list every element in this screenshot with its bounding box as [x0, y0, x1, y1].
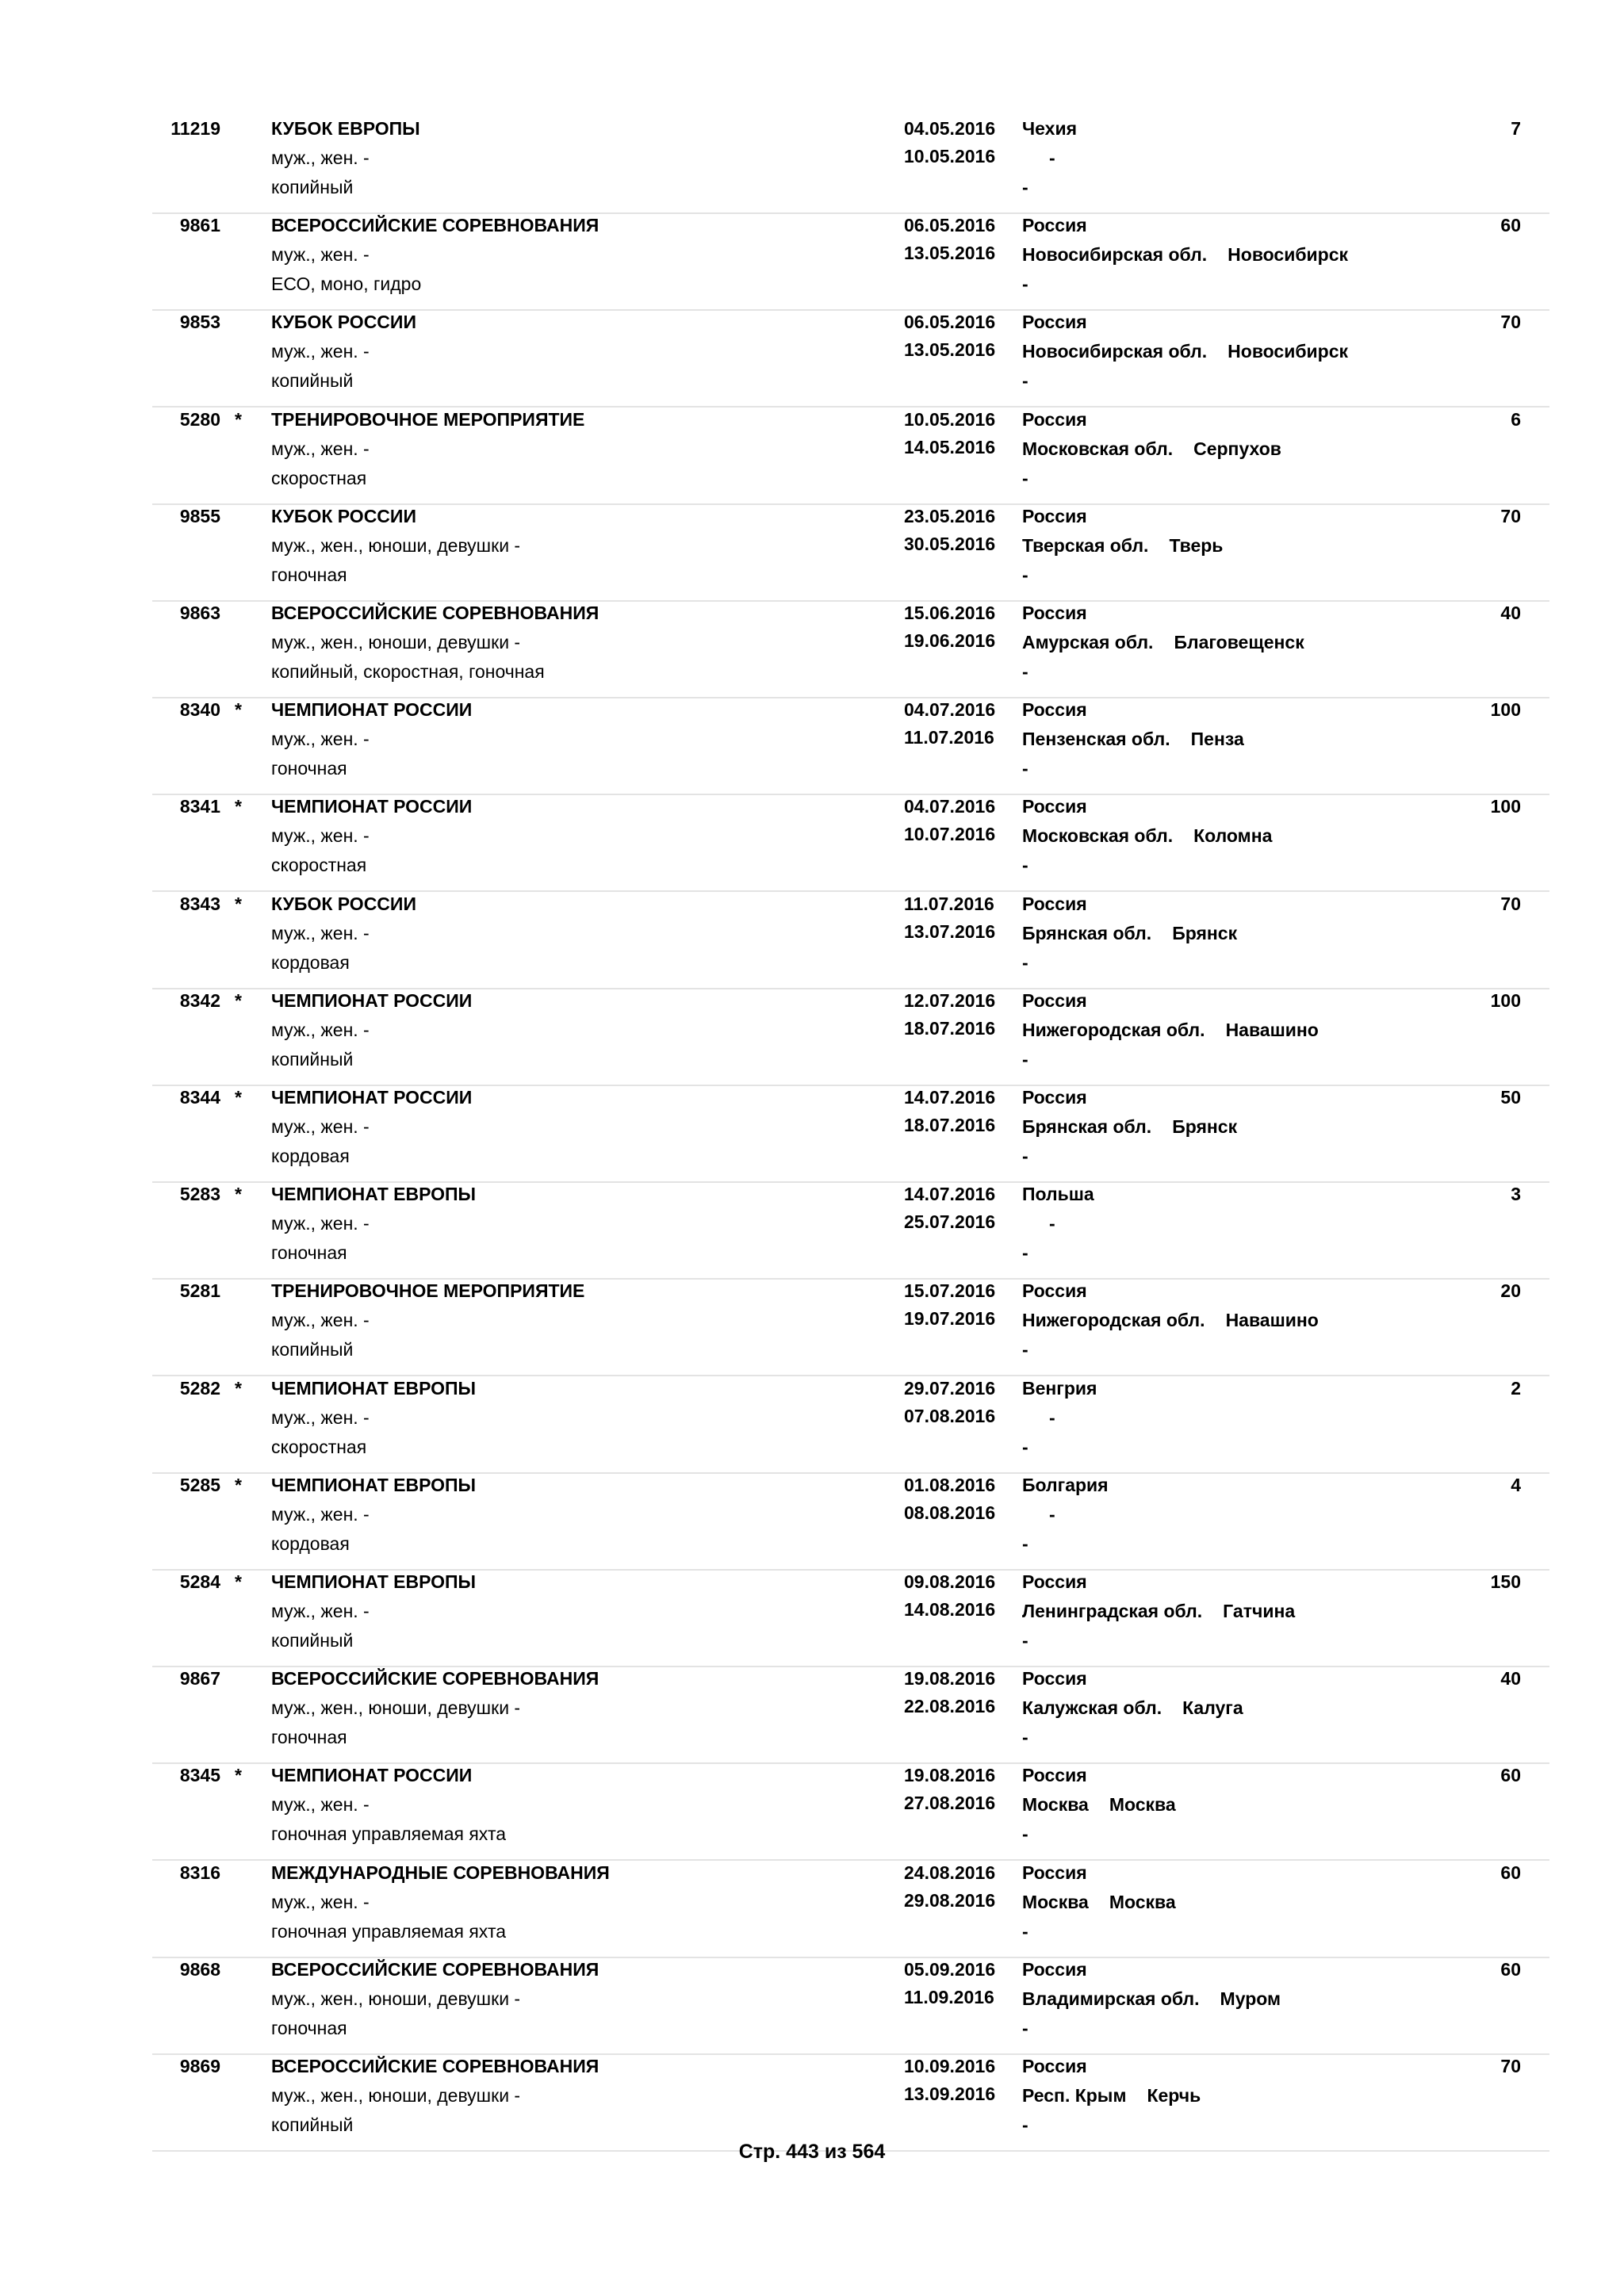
event-region: Новосибирская обл.	[1022, 341, 1208, 362]
event-city: Навашино	[1225, 1310, 1319, 1330]
event-title: МЕЖДУНАРОДНЫЕ СОРЕВНОВАНИЯ	[271, 1862, 610, 1883]
event-start-date: 19.08.2016	[904, 1668, 996, 1689]
event-region: Москва	[1022, 1892, 1089, 1912]
event-city: Тверь	[1169, 535, 1224, 556]
event-boat-class: копийный	[271, 370, 354, 391]
event-category: муж., жен. -	[271, 1504, 370, 1525]
event-id: 9869	[179, 2056, 220, 2076]
event-city: -	[1049, 1504, 1055, 1525]
event-end-date: 19.07.2016	[904, 1308, 996, 1329]
event-location	[1022, 919, 1237, 947]
event-row	[152, 117, 1549, 214]
event-region: Тверская обл.	[1022, 535, 1149, 556]
event-category: муж., жен. -	[271, 1310, 370, 1330]
event-location	[1022, 821, 1272, 850]
event-category: муж., жен. -	[271, 1407, 370, 1428]
event-row	[152, 1086, 1549, 1183]
event-category: муж., жен. -	[271, 1020, 370, 1040]
event-country: Россия	[1022, 1765, 1087, 1785]
event-location	[1022, 1790, 1176, 1819]
event-row	[152, 1571, 1549, 1667]
event-category: муж., жен., юноши, девушки -	[271, 1697, 521, 1718]
event-region: Респ. Крым	[1022, 2085, 1127, 2106]
event-title: ВСЕРОССИЙСКИЕ СОРЕВНОВАНИЯ	[271, 215, 599, 235]
event-region: Владимирская обл.	[1022, 1988, 1200, 2009]
event-end-date: 11.07.2016	[904, 727, 994, 748]
event-extra: -	[1022, 1437, 1028, 1457]
event-start-date: 04.07.2016	[904, 796, 996, 817]
event-country: Болгария	[1022, 1475, 1109, 1495]
event-region: Московская обл.	[1022, 438, 1174, 459]
event-participants: 6	[1511, 409, 1521, 430]
event-participants: 60	[1500, 1765, 1521, 1785]
event-title: ЧЕМПИОНАТ ЕВРОПЫ	[271, 1184, 477, 1204]
event-extra: -	[1022, 564, 1028, 585]
event-city: Брянск	[1172, 923, 1238, 943]
event-id: 8316	[179, 1862, 220, 1883]
event-id: 9868	[179, 1959, 220, 1980]
event-title: ЧЕМПИОНАТ РОССИИ	[271, 1087, 473, 1108]
event-boat-class: копийный	[271, 2114, 354, 2135]
event-boat-class: скоростная	[271, 468, 367, 488]
event-title: ЧЕМПИОНАТ ЕВРОПЫ	[271, 1475, 477, 1495]
event-id: 9861	[179, 215, 220, 235]
event-city: Серпухов	[1193, 438, 1281, 459]
event-extra: -	[1022, 468, 1028, 488]
event-extra: -	[1022, 661, 1028, 682]
event-start-date: 15.07.2016	[904, 1280, 996, 1301]
event-star-marker: *	[235, 1087, 242, 1108]
event-end-date: 29.08.2016	[904, 1890, 996, 1911]
event-category: муж., жен. -	[271, 1794, 370, 1815]
event-boat-class: кордовая	[271, 1533, 350, 1554]
event-boat-class: гоночная	[271, 564, 347, 585]
event-star-marker: *	[235, 1184, 242, 1204]
event-location	[1022, 1500, 1055, 1529]
event-id: 11219	[170, 118, 220, 139]
event-location	[1022, 337, 1348, 365]
event-region: Амурская обл.	[1022, 632, 1154, 652]
event-title: ВСЕРОССИЙСКИЕ СОРЕВНОВАНИЯ	[271, 603, 599, 623]
event-id: 8340	[179, 699, 220, 720]
event-category: муж., жен. -	[271, 1601, 370, 1621]
event-title: ЧЕМПИОНАТ РОССИИ	[271, 990, 473, 1011]
event-end-date: 25.07.2016	[904, 1211, 996, 1232]
event-title: КУБОК РОССИИ	[271, 894, 416, 914]
event-row	[152, 602, 1549, 698]
event-participants: 3	[1511, 1184, 1521, 1204]
event-boat-class: гоночная	[271, 1242, 347, 1263]
event-country: Польша	[1022, 1184, 1094, 1204]
event-extra: -	[1022, 1146, 1028, 1166]
event-city: Коломна	[1193, 825, 1273, 846]
event-extra: -	[1022, 1533, 1028, 1554]
event-end-date: 19.06.2016	[904, 630, 996, 651]
event-country: Россия	[1022, 1280, 1087, 1301]
event-boat-class: ЕСО, моно, гидро	[271, 274, 422, 294]
event-category: муж., жен. -	[271, 341, 370, 362]
event-region: Брянская обл.	[1022, 1116, 1152, 1137]
event-id: 9855	[179, 506, 220, 526]
event-end-date: 18.07.2016	[904, 1018, 996, 1039]
event-category: муж., жен. -	[271, 1213, 370, 1234]
event-country: Россия	[1022, 1862, 1087, 1883]
event-start-date: 06.05.2016	[904, 215, 996, 235]
event-row	[152, 989, 1549, 1086]
event-location	[1022, 144, 1055, 172]
event-extra: -	[1022, 177, 1028, 197]
event-category: муж., жен. -	[271, 923, 370, 943]
event-city: -	[1049, 147, 1055, 168]
event-location	[1022, 2081, 1201, 2110]
event-id: 8343	[179, 894, 220, 914]
event-star-marker: *	[235, 1378, 242, 1399]
event-city: Муром	[1220, 1988, 1281, 2009]
event-participants: 4	[1511, 1475, 1521, 1495]
event-end-date: 27.08.2016	[904, 1793, 996, 1813]
event-extra: -	[1022, 2114, 1028, 2135]
event-region: Калужская обл.	[1022, 1697, 1162, 1718]
event-country: Россия	[1022, 1087, 1087, 1108]
event-location	[1022, 1984, 1281, 2013]
event-star-marker: *	[235, 409, 242, 430]
event-start-date: 14.07.2016	[904, 1087, 996, 1108]
event-city: Брянск	[1172, 1116, 1238, 1137]
event-country: Венгрия	[1022, 1378, 1097, 1399]
event-participants: 50	[1500, 1087, 1521, 1108]
event-country: Россия	[1022, 215, 1087, 235]
event-participants: 100	[1490, 990, 1521, 1011]
event-city: Калуга	[1182, 1697, 1243, 1718]
event-end-date: 14.05.2016	[904, 437, 996, 457]
event-end-date: 30.05.2016	[904, 534, 996, 554]
event-city: -	[1049, 1407, 1055, 1428]
event-region: Московская обл.	[1022, 825, 1174, 846]
event-start-date: 23.05.2016	[904, 506, 996, 526]
event-city: Пенза	[1190, 729, 1244, 749]
event-end-date: 11.09.2016	[904, 1987, 994, 2007]
event-id: 9863	[179, 603, 220, 623]
event-start-date: 11.07.2016	[904, 894, 994, 914]
event-title: ЧЕМПИОНАТ РОССИИ	[271, 796, 473, 817]
event-start-date: 04.07.2016	[904, 699, 996, 720]
event-id: 5280	[179, 409, 220, 430]
event-participants: 150	[1490, 1571, 1521, 1592]
event-category: муж., жен. -	[271, 438, 370, 459]
event-row	[152, 1862, 1549, 1958]
event-extra: -	[1022, 952, 1028, 973]
event-row	[152, 505, 1549, 602]
event-title: ЧЕМПИОНАТ РОССИИ	[271, 1765, 473, 1785]
event-start-date: 05.09.2016	[904, 1959, 996, 1980]
event-start-date: 01.08.2016	[904, 1475, 996, 1495]
event-category: муж., жен., юноши, девушки -	[271, 535, 521, 556]
event-id: 5285	[179, 1475, 220, 1495]
event-row	[152, 1667, 1549, 1764]
event-extra: -	[1022, 1339, 1028, 1360]
event-end-date: 10.05.2016	[904, 146, 996, 166]
event-title: ВСЕРОССИЙСКИЕ СОРЕВНОВАНИЯ	[271, 1668, 599, 1689]
event-end-date: 18.07.2016	[904, 1115, 996, 1135]
event-end-date: 13.09.2016	[904, 2084, 996, 2104]
event-title: ВСЕРОССИЙСКИЕ СОРЕВНОВАНИЯ	[271, 1959, 599, 1980]
event-category: муж., жен. -	[271, 1116, 370, 1137]
event-start-date: 19.08.2016	[904, 1765, 996, 1785]
event-country: Россия	[1022, 506, 1087, 526]
event-boat-class: скоростная	[271, 1437, 367, 1457]
event-title: ВСЕРОССИЙСКИЕ СОРЕВНОВАНИЯ	[271, 2056, 599, 2076]
event-region: Нижегородская обл.	[1022, 1310, 1205, 1330]
event-country: Россия	[1022, 1959, 1087, 1980]
event-category: муж., жен. -	[271, 1892, 370, 1912]
event-location	[1022, 1209, 1055, 1238]
event-title: КУБОК РОССИИ	[271, 506, 416, 526]
event-country: Россия	[1022, 796, 1087, 817]
event-id: 5283	[179, 1184, 220, 1204]
event-country: Россия	[1022, 990, 1087, 1011]
event-participants: 2	[1511, 1378, 1521, 1399]
event-boat-class: кордовая	[271, 952, 350, 973]
event-location	[1022, 1306, 1319, 1334]
event-country: Чехия	[1022, 118, 1077, 139]
event-start-date: 10.05.2016	[904, 409, 996, 430]
event-boat-class: кордовая	[271, 1146, 350, 1166]
event-country: Россия	[1022, 699, 1087, 720]
event-title: ТРЕНИРОВОЧНОЕ МЕРОПРИЯТИЕ	[271, 409, 585, 430]
event-city: Москва	[1109, 1794, 1176, 1815]
event-star-marker: *	[235, 990, 242, 1011]
event-extra: -	[1022, 1049, 1028, 1070]
event-id: 8342	[179, 990, 220, 1011]
event-id: 8341	[179, 796, 220, 817]
event-id: 5281	[179, 1280, 220, 1301]
event-location	[1022, 1112, 1237, 1141]
event-id: 9867	[179, 1668, 220, 1689]
event-boat-class: копийный	[271, 1339, 354, 1360]
event-extra: -	[1022, 370, 1028, 391]
event-id: 8344	[179, 1087, 220, 1108]
event-location	[1022, 531, 1223, 560]
event-location	[1022, 240, 1348, 269]
event-location	[1022, 1016, 1319, 1044]
event-city: Гатчина	[1223, 1601, 1296, 1621]
event-location	[1022, 1403, 1055, 1432]
event-location	[1022, 1693, 1243, 1722]
event-participants: 20	[1500, 1280, 1521, 1301]
event-start-date: 12.07.2016	[904, 990, 996, 1011]
event-id: 9853	[179, 312, 220, 332]
event-start-date: 14.07.2016	[904, 1184, 996, 1204]
event-start-date: 10.09.2016	[904, 2056, 996, 2076]
event-star-marker: *	[235, 796, 242, 817]
event-end-date: 08.08.2016	[904, 1502, 996, 1523]
event-row	[152, 698, 1549, 795]
event-participants: 100	[1490, 699, 1521, 720]
event-participants: 7	[1511, 118, 1521, 139]
event-participants: 60	[1500, 1862, 1521, 1883]
event-extra: -	[1022, 1630, 1028, 1651]
event-boat-class: копийный	[271, 1630, 354, 1651]
event-end-date: 13.05.2016	[904, 339, 996, 360]
event-row	[152, 1280, 1549, 1376]
event-participants: 60	[1500, 1959, 1521, 1980]
event-participants: 70	[1500, 2056, 1521, 2076]
event-star-marker: *	[235, 1765, 242, 1785]
event-category: муж., жен., юноши, девушки -	[271, 632, 521, 652]
event-city: Навашино	[1225, 1020, 1319, 1040]
event-participants: 70	[1500, 506, 1521, 526]
event-start-date: 15.06.2016	[904, 603, 996, 623]
event-location	[1022, 1888, 1176, 1916]
event-row	[152, 795, 1549, 892]
event-extra: -	[1022, 1823, 1028, 1844]
event-country: Россия	[1022, 2056, 1087, 2076]
event-title: ЧЕМПИОНАТ ЕВРОПЫ	[271, 1571, 477, 1592]
event-boat-class: копийный, скоростная, гоночная	[271, 661, 545, 682]
event-star-marker: *	[235, 1475, 242, 1495]
event-start-date: 29.07.2016	[904, 1378, 996, 1399]
event-extra: -	[1022, 758, 1028, 779]
event-extra: -	[1022, 1727, 1028, 1747]
event-extra: -	[1022, 855, 1028, 875]
event-location	[1022, 725, 1244, 753]
event-star-marker: *	[235, 699, 242, 720]
event-title: КУБОК ЕВРОПЫ	[271, 118, 420, 139]
event-row	[152, 408, 1549, 505]
event-city: Москва	[1109, 1892, 1176, 1912]
event-title: ЧЕМПИОНАТ РОССИИ	[271, 699, 473, 720]
event-country: Россия	[1022, 409, 1087, 430]
event-boat-class: гоночная управляемая яхта	[271, 1823, 507, 1844]
event-participants: 40	[1500, 603, 1521, 623]
event-region: Брянская обл.	[1022, 923, 1152, 943]
event-boat-class: копийный	[271, 1049, 354, 1070]
event-id: 8345	[179, 1765, 220, 1785]
event-end-date: 13.07.2016	[904, 921, 996, 942]
event-start-date: 04.05.2016	[904, 118, 996, 139]
event-boat-class: гоночная	[271, 758, 347, 779]
event-extra: -	[1022, 274, 1028, 294]
event-end-date: 14.08.2016	[904, 1599, 996, 1620]
event-country: Россия	[1022, 1571, 1087, 1592]
event-start-date: 06.05.2016	[904, 312, 996, 332]
event-participants: 60	[1500, 215, 1521, 235]
event-title: ЧЕМПИОНАТ ЕВРОПЫ	[271, 1378, 477, 1399]
event-row	[152, 893, 1549, 989]
event-city: Новосибирск	[1228, 244, 1349, 265]
event-country: Россия	[1022, 894, 1087, 914]
event-country: Россия	[1022, 603, 1087, 623]
event-boat-class: гоночная управляемая яхта	[271, 1921, 507, 1942]
event-row	[152, 311, 1549, 408]
event-row	[152, 1183, 1549, 1280]
event-row	[152, 214, 1549, 311]
event-region: Нижегородская обл.	[1022, 1020, 1205, 1040]
event-category: муж., жен. -	[271, 825, 370, 846]
event-id: 5284	[179, 1571, 220, 1592]
event-star-marker: *	[235, 894, 242, 914]
event-region: Новосибирская обл.	[1022, 244, 1208, 265]
event-boat-class: гоночная	[271, 2018, 347, 2038]
event-row	[152, 1958, 1549, 2055]
event-row	[152, 1377, 1549, 1474]
event-end-date: 22.08.2016	[904, 1696, 996, 1716]
event-star-marker: *	[235, 1571, 242, 1592]
event-participants: 40	[1500, 1668, 1521, 1689]
event-title: ТРЕНИРОВОЧНОЕ МЕРОПРИЯТИЕ	[271, 1280, 585, 1301]
event-row	[152, 1764, 1549, 1861]
event-extra: -	[1022, 1921, 1028, 1942]
event-region: Пензенская обл.	[1022, 729, 1170, 749]
event-region: Москва	[1022, 1794, 1089, 1815]
event-boat-class: скоростная	[271, 855, 367, 875]
event-end-date: 07.08.2016	[904, 1406, 996, 1426]
event-end-date: 13.05.2016	[904, 243, 996, 263]
event-location	[1022, 628, 1304, 656]
event-category: муж., жен. -	[271, 244, 370, 265]
event-id: 5282	[179, 1378, 220, 1399]
event-end-date: 10.07.2016	[904, 824, 996, 844]
event-participants: 70	[1500, 312, 1521, 332]
event-extra: -	[1022, 2018, 1028, 2038]
event-city: -	[1049, 1213, 1055, 1234]
event-participants: 100	[1490, 796, 1521, 817]
event-category: муж., жен., юноши, девушки -	[271, 1988, 521, 2009]
event-boat-class: копийный	[271, 177, 354, 197]
event-row	[152, 1474, 1549, 1571]
event-start-date: 24.08.2016	[904, 1862, 996, 1883]
event-category: муж., жен. -	[271, 729, 370, 749]
event-location	[1022, 434, 1281, 463]
event-country: Россия	[1022, 312, 1087, 332]
event-city: Благовещенск	[1174, 632, 1304, 652]
event-region: Ленинградская обл.	[1022, 1601, 1203, 1621]
event-category: муж., жен., юноши, девушки -	[271, 2085, 521, 2106]
event-country: Россия	[1022, 1668, 1087, 1689]
page-number: Стр. 443 из 564	[738, 2141, 886, 2163]
event-category: муж., жен. -	[271, 147, 370, 168]
event-city: Новосибирск	[1228, 341, 1349, 362]
event-boat-class: гоночная	[271, 1727, 347, 1747]
event-extra: -	[1022, 1242, 1028, 1263]
event-location	[1022, 1597, 1295, 1625]
event-participants: 70	[1500, 894, 1521, 914]
event-city: Керчь	[1147, 2085, 1201, 2106]
event-title: КУБОК РОССИИ	[271, 312, 416, 332]
event-start-date: 09.08.2016	[904, 1571, 996, 1592]
